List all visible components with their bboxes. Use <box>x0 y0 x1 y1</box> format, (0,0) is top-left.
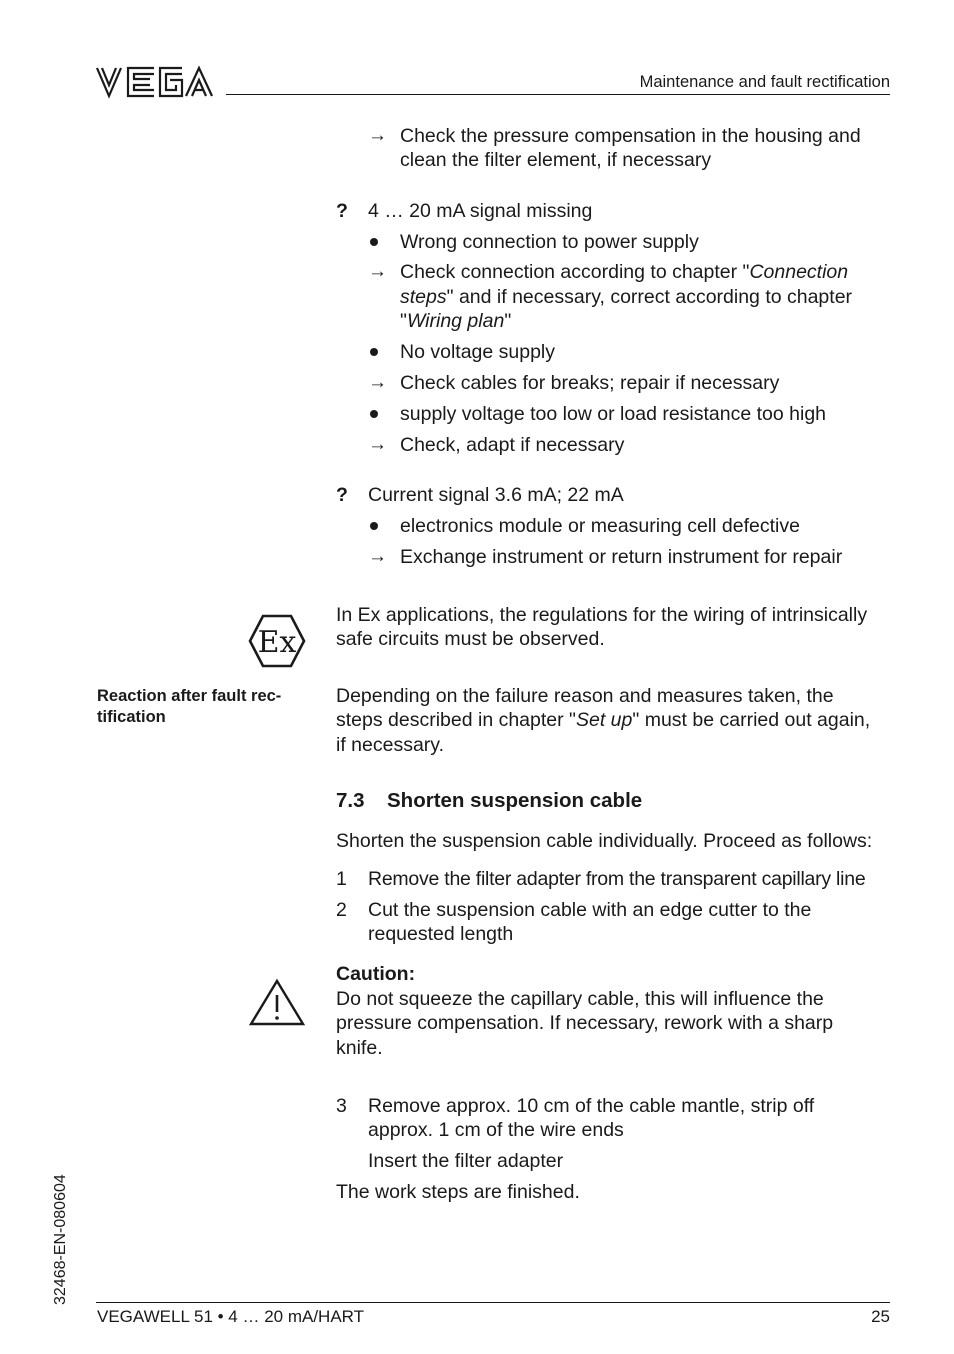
bullet <box>370 348 378 356</box>
step-number: 3 <box>336 1095 347 1117</box>
ex-note-text: safe circuits must be observed. <box>336 628 605 650</box>
page-number: 25 <box>871 1307 890 1326</box>
arrow-marker: → <box>368 546 387 567</box>
ex-note-text: In Ex applications, the regulations for the wiring of intrinsically <box>336 604 868 626</box>
ex-hazard-icon <box>248 614 306 668</box>
step-text: requested length <box>368 923 514 945</box>
document-code: 32468-EN-080604 <box>52 1174 69 1305</box>
bullet <box>370 522 378 530</box>
action-text: steps" and if necessary, correct according to chapter <box>400 286 853 308</box>
action-text: Check cables for breaks; repair if necessary <box>400 372 780 394</box>
header-rule <box>226 94 890 95</box>
section-number: 7.3 <box>336 789 365 812</box>
svg-text:Ex: Ex <box>257 625 297 660</box>
caution-text: knife. <box>336 1037 383 1059</box>
caution-text: Do not squeeze the capillary cable, this will influence the <box>336 988 824 1010</box>
cause-text: supply voltage too low or load resistance too high <box>400 403 827 425</box>
section-intro: Shorten the suspension cable individually. Proceed as follows: <box>336 830 873 852</box>
action-text: "Wiring plan" <box>400 310 512 332</box>
question-mark: ? <box>336 484 348 506</box>
vega-logo <box>96 53 214 98</box>
step-number: 1 <box>336 868 347 890</box>
arrow-marker: → <box>368 125 387 146</box>
section-title: Shorten suspension cable <box>387 789 643 812</box>
action-text: clean the filter element, if necessary <box>400 149 712 171</box>
action-text: Check connection according to chapter "Connection <box>400 261 849 283</box>
arrow-marker: → <box>368 261 387 282</box>
fault-title: 4 … 20 mA signal missing <box>368 200 593 222</box>
cause-text: No voltage supply <box>400 341 556 363</box>
reaction-text: if necessary. <box>336 734 445 756</box>
caution-title: Caution: <box>336 963 416 985</box>
step-text: Remove the filter adapter from the transparent capillary line <box>368 868 866 890</box>
running-header: Maintenance and fault rectification <box>639 73 890 91</box>
fault-title: Current signal 3.6 mA; 22 mA <box>368 484 624 506</box>
bullet <box>370 238 378 246</box>
action-text: Check the pressure compensation in the housing and <box>400 125 861 147</box>
action-text: Check, adapt if necessary <box>400 434 625 456</box>
arrow-marker: → <box>368 434 387 455</box>
question-mark: ? <box>336 200 348 222</box>
reaction-text: Depending on the failure reason and measures taken, the <box>336 685 834 707</box>
caution-text: pressure compensation. If necessary, rework with a sharp <box>336 1012 834 1034</box>
margin-heading: Reaction after fault rec- <box>97 687 282 705</box>
arrow-marker: → <box>368 372 387 393</box>
step-text: Insert the filter adapter <box>368 1150 564 1172</box>
cause-text: Wrong connection to power supply <box>400 231 699 253</box>
svg-text:VEGA: VEGA <box>96 53 141 70</box>
step-text: Remove approx. 10 cm of the cable mantle, strip off <box>368 1095 815 1117</box>
margin-heading: tification <box>97 708 166 726</box>
step-text: approx. 1 cm of the wire ends <box>368 1119 624 1141</box>
reaction-text: steps described in chapter "Set up" must be carried out again, <box>336 709 871 731</box>
warning-triangle-icon <box>248 978 306 1028</box>
step-number: 2 <box>336 899 347 921</box>
action-text: Exchange instrument or return instrument for repair <box>400 546 843 568</box>
cause-text: electronics module or measuring cell defective <box>400 515 800 537</box>
bullet <box>370 410 378 418</box>
footer-product: VEGAWELL 51 • 4 … 20 mA/HART <box>97 1307 365 1326</box>
closing-text: The work steps are finished. <box>336 1181 580 1203</box>
step-text: Cut the suspension cable with an edge cutter to the <box>368 899 812 921</box>
footer-rule <box>96 1302 890 1303</box>
